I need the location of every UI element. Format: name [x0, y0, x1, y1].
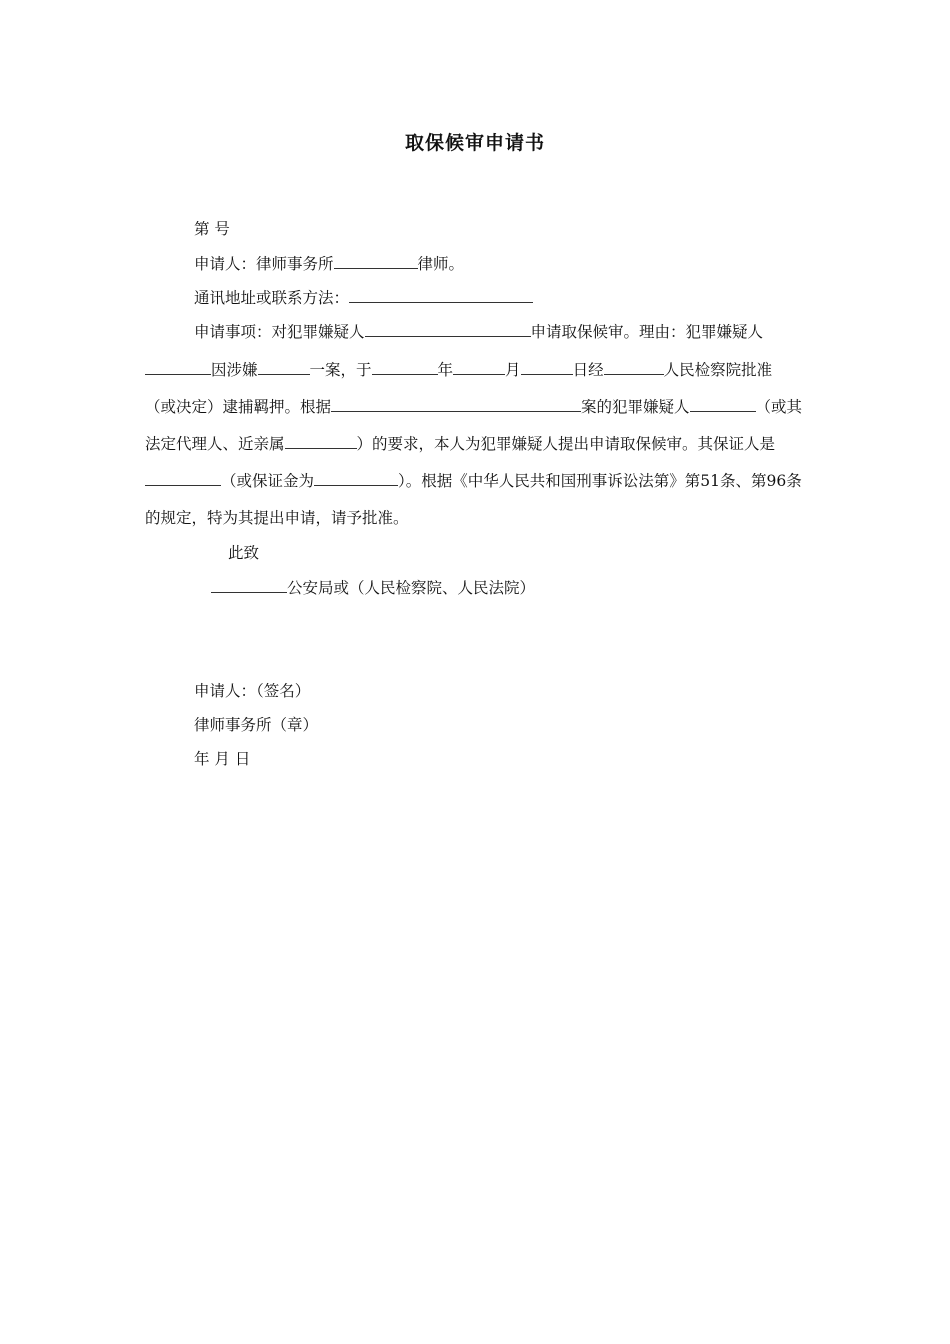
case-blank: [331, 397, 581, 412]
page-title: 取保候审申请书: [404, 132, 545, 154]
text-bail-money: （或保证金为: [221, 472, 315, 490]
text-procuratorate-approve: 人民检察院批准: [663, 361, 773, 379]
text-request: ）的要求，本人为犯罪嫌疑人提出申请取保候审。其保证人是: [356, 435, 776, 453]
matter-line: [194, 322, 763, 342]
month-blank: [453, 360, 505, 375]
body-line-6: 的规定，特为其提出申请，请予批准。: [145, 509, 409, 527]
matter-mid: 申请取保候审。理由：犯罪嫌疑人: [530, 323, 764, 341]
signature-applicant: 申请人：（签名）: [194, 682, 311, 700]
body-line-5: [145, 471, 802, 491]
lawyer-name-blank: [334, 254, 418, 269]
contact-label: 通讯地址或联系方法：: [194, 289, 350, 307]
text-huoqi: （或其: [755, 398, 803, 416]
contact-blank: [349, 288, 533, 303]
text-yian-yu: 一案，于: [309, 361, 372, 379]
suspect-blank: [145, 360, 211, 375]
text-huojueding: （或决定）逮捕羁押。根据: [145, 398, 332, 416]
bail-amount-blank: [314, 471, 398, 486]
year-blank: [372, 360, 438, 375]
crime-blank: [258, 360, 310, 375]
text-yue: 月: [505, 361, 521, 379]
salutation: 此致: [228, 544, 260, 562]
text-legal-rep: 法定代理人、近亲属: [145, 435, 285, 453]
matter-prefix: 申请事项：对犯罪嫌疑人: [194, 323, 365, 341]
applicant-suffix: 律师。: [417, 255, 465, 273]
recipient-suffix: 公安局或（人民检察院、人民法院）: [287, 579, 536, 597]
text-yinshexian: 因涉嫌: [211, 361, 258, 379]
text-nian: 年: [437, 361, 454, 379]
applicant-prefix: 申请人：律师事务所: [194, 255, 334, 273]
document-number: 第 号: [194, 220, 230, 238]
applicant-line: [194, 254, 464, 274]
text-law-ref: ）。根据《中华人民共和国刑事诉讼法第》第51条、第96条: [398, 472, 802, 490]
suspect-name-blank: [365, 322, 531, 337]
body-line-3: [145, 397, 802, 417]
body-line-4: [145, 434, 775, 454]
suspect-blank-2: [690, 397, 756, 412]
text-rijing: 日经: [572, 361, 604, 379]
day-blank: [521, 360, 573, 375]
signature-date: 年 月 日: [194, 750, 251, 768]
text-case-suspect: 案的犯罪嫌疑人: [581, 398, 690, 416]
procuratorate-blank: [604, 360, 664, 375]
body-line-2: [145, 360, 772, 380]
contact-line: [194, 288, 533, 308]
guarantor-blank: [145, 471, 221, 486]
signature-firm: 律师事务所（章）: [194, 716, 319, 734]
relative-blank: [285, 434, 357, 449]
recipient-line: [211, 578, 535, 598]
police-bureau-blank: [211, 578, 287, 593]
